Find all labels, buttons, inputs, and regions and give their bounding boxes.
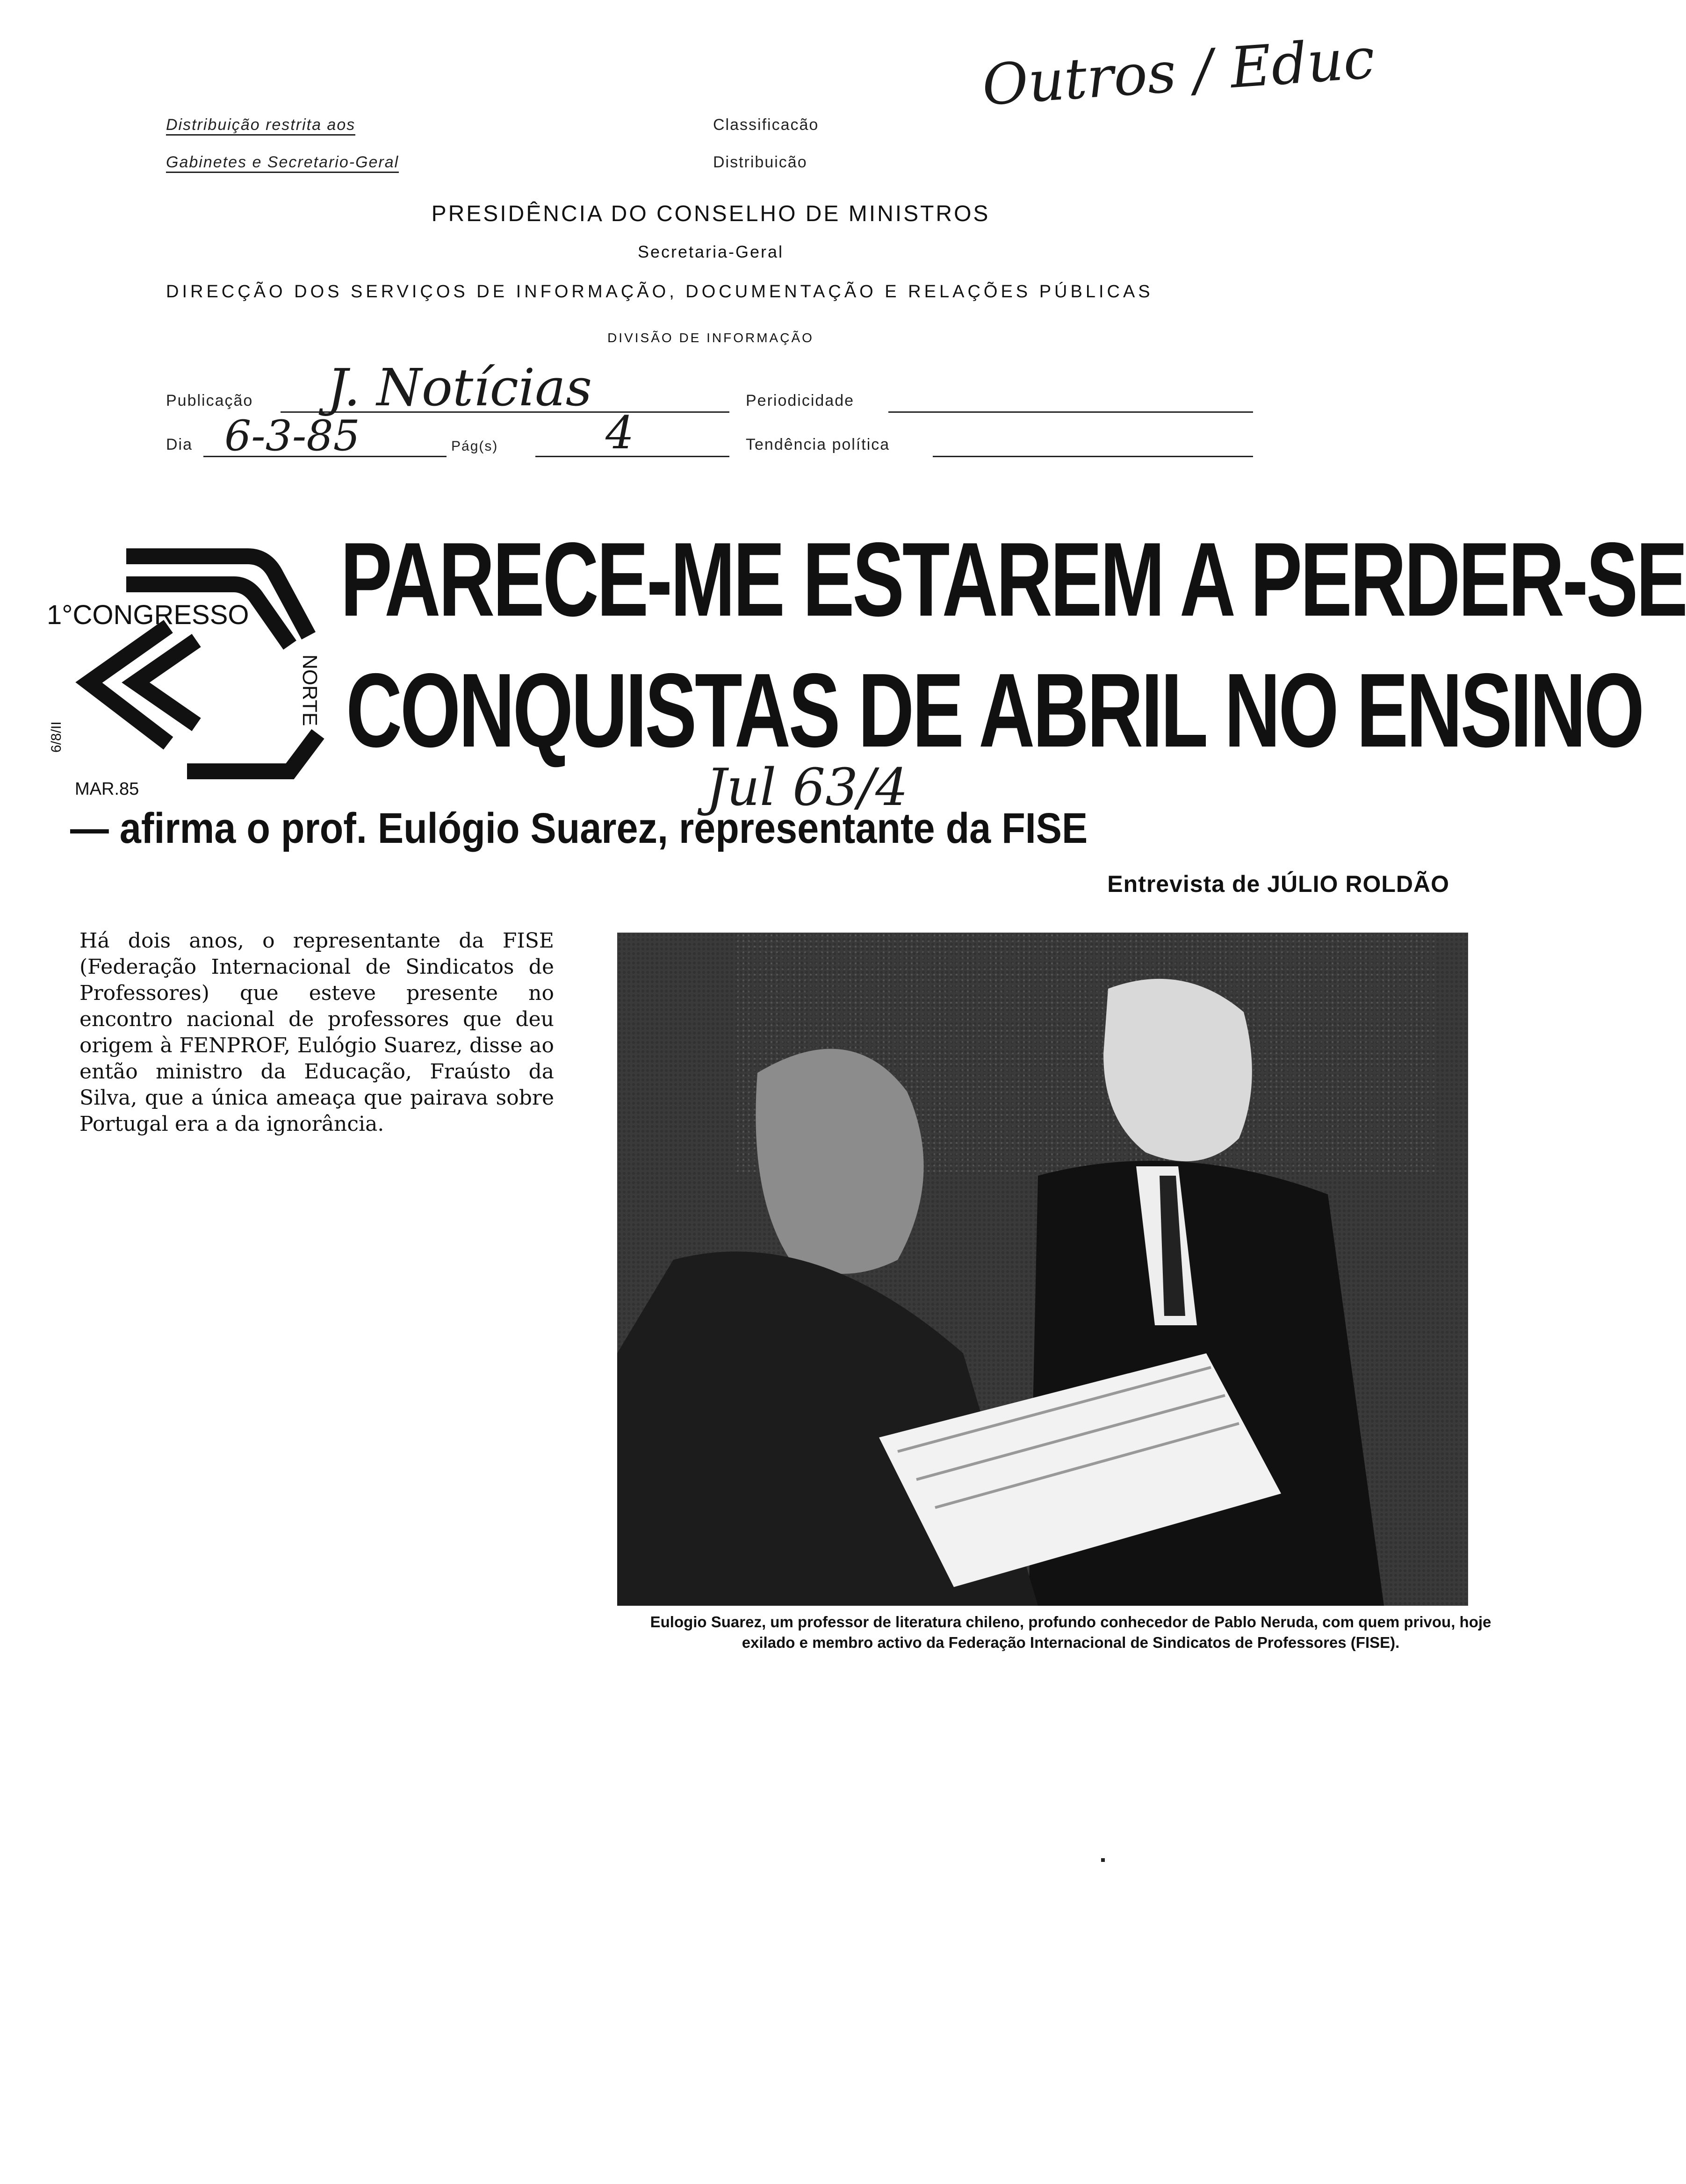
headline-line-1: PARECE-ME ESTAREM A PERDER-SE (340, 520, 1686, 638)
periodicity-label: Periodicidade (746, 392, 855, 410)
publication-label: Publicação (166, 392, 253, 410)
logo-side-date: 6/8/II (49, 721, 64, 753)
directorate-title: DIRECÇÃO DOS SERVIÇOS DE INFORMAÇÃO, DOCUMENTAÇÃO E RELAÇÕES PÚBLICAS (166, 282, 1153, 302)
organization-title: PRESIDÊNCIA DO CONSELHO DE MINISTROS (431, 201, 990, 226)
subheadline: — afirma o prof. Eulógio Suarez, representante da FISE (70, 805, 1088, 852)
logo-date-text: MAR.85 (75, 779, 139, 799)
pages-value: 4 (605, 407, 634, 459)
classification-label: Classificacão (713, 116, 819, 134)
political-tendency-label: Tendência política (746, 436, 890, 453)
division-title: DIVISÃO DE INFORMAÇÃO (607, 330, 814, 345)
paper-speck (1101, 1858, 1105, 1862)
day-label: Dia (166, 436, 193, 453)
distribution-restriction-line2: Gabinetes e Secretario-Geral (166, 153, 399, 173)
publication-value: J. Notícias (327, 358, 592, 417)
secretariat-title: Secretaria-Geral (637, 242, 784, 261)
article-photo (617, 933, 1468, 1606)
byline: Entrevista de JÚLIO ROLDÃO (1107, 871, 1449, 897)
man-left-head (756, 1049, 923, 1274)
logo-bottom-arc (187, 734, 318, 771)
photo-caption: Eulogio Suarez, um professor de literatura chileno, profundo conhecedor de Pablo Neruda, com quem privou, hoje exilado e membro activo da Federação Internacional de Sindicatos de Professores (FISE). (650, 1613, 1491, 1651)
headline-line-2: CONQUISTAS DE ABRIL NO ENSINO (346, 651, 1643, 769)
article-body: Há dois anos, o representante da FISE (Federação Internacional de Sindicatos de Professores) que esteve presente no encontro nacional de professores que deu origem à FENPROF, Eulógio Suarez, disse ao então ministro da Educação, Fraústo da Silva, que a única ameaça que pairava sobre Portugal era a da ignorância. (79, 929, 554, 1136)
handwritten-category-note: Outros / Educ (980, 26, 1377, 119)
periodicity-field-line (888, 411, 1253, 413)
political-tendency-field-line (933, 456, 1253, 457)
distribution-restriction-line1: Distribuição restrita aos (166, 116, 355, 136)
logo-inner-chevron (136, 640, 196, 725)
congress-logo (47, 528, 327, 799)
pages-label: Pág(s) (451, 438, 498, 454)
logo-region-text: NORTE (298, 654, 321, 726)
handwritten-reference: Jul 63/4 (706, 757, 908, 817)
logo-congress-text: 1°CONGRESSO (47, 600, 249, 630)
distribution-label: Distribuicão (713, 153, 807, 171)
day-value: 6-3-85 (224, 411, 360, 460)
